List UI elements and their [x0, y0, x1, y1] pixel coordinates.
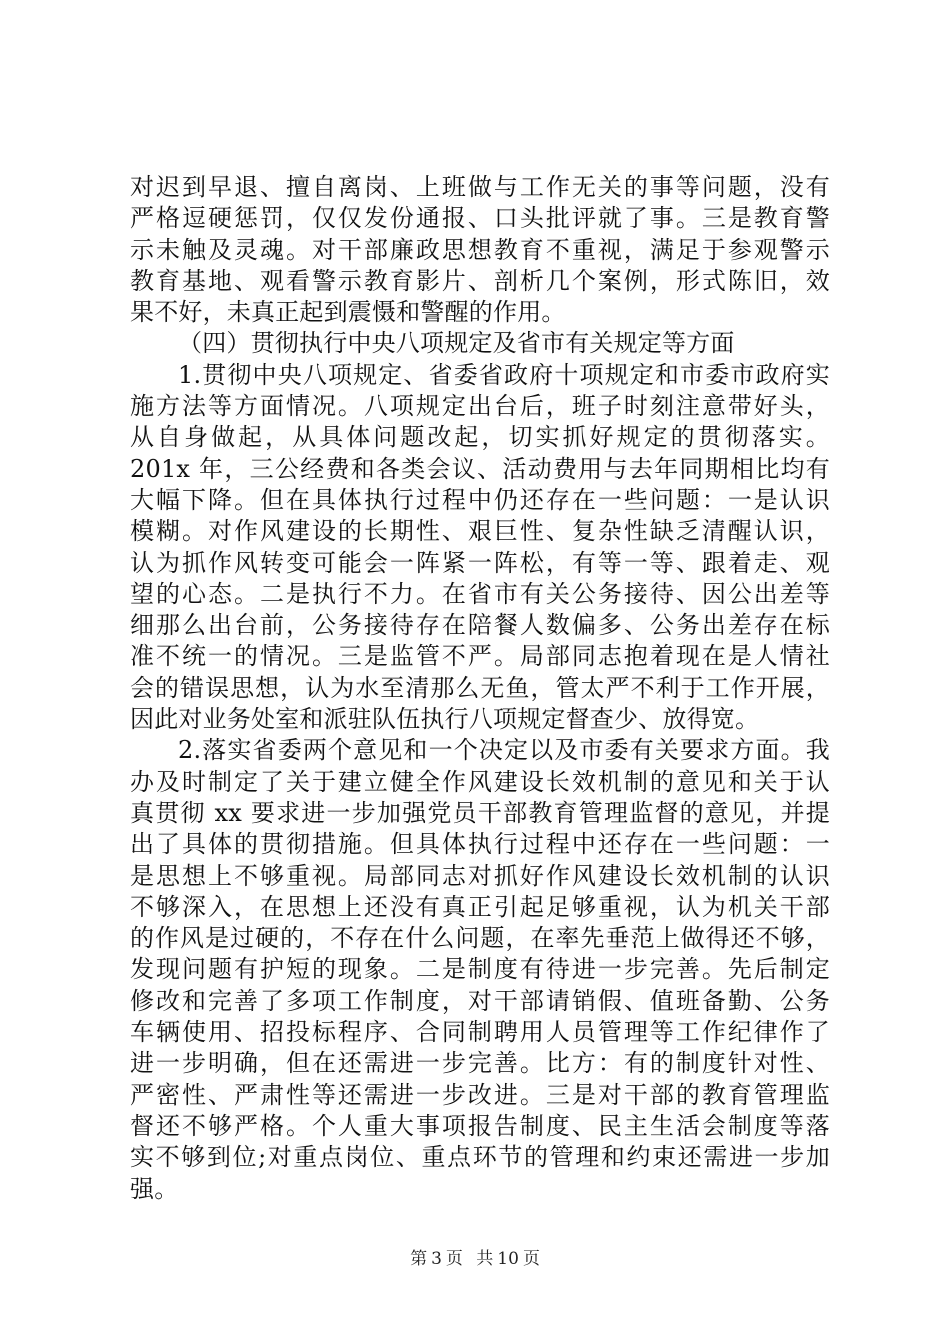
text-line: 修改和完善了多项工作制度，对干部请销假、值班备勤、公务: [130, 986, 830, 1015]
text-line: 不够深入，在思想上还没有真正引起足够重视，认为机关干部: [130, 892, 830, 921]
text-line: 因此对业务处室和派驻队伍执行八项规定督查少、放得宽。: [130, 705, 760, 734]
text-line: 201x 年，三公经费和各类会议、活动费用与去年同期相比均有: [130, 454, 830, 483]
text-line: 真贯彻 xx 要求进一步加强党员干部教育管理监督的意见，并提: [130, 798, 830, 827]
text-line: 细那么出台前，公务接待存在陪餐人数偏多、公务出差存在标: [130, 611, 830, 640]
text-line: 严密性、严肃性等还需进一步改进。三是对干部的教育管理监: [130, 1080, 830, 1109]
section-heading: （四）贯彻执行中央八项规定及省市有关规定等方面: [178, 329, 735, 358]
text-line: 模糊。对作风建设的长期性、艰巨性、复杂性缺乏清醒认识，: [130, 517, 830, 546]
text-line: 进一步明确，但在还需进一步完善。比方：有的制度针对性、: [130, 1049, 830, 1078]
text-line: 发现问题有护短的现象。二是制度有待进一步完善。先后制定: [130, 955, 830, 984]
page-footer: [0, 1244, 950, 1269]
page-prefix: 第: [410, 1249, 428, 1269]
text-line: 认为抓作风转变可能会一阵紧一阵松，有等一等、跟着走、观: [130, 548, 830, 577]
text-line: 实不够到位;对重点岗位、重点环节的管理和约束还需进一步加: [130, 1143, 830, 1172]
total-prefix: 共: [476, 1249, 494, 1269]
total-suffix: 页: [522, 1249, 540, 1269]
text-line: 是思想上不够重视。局部同志对抓好作风建设长效机制的认识: [130, 861, 830, 890]
text-line: 准不统一的情况。三是监管不严。局部同志抱着现在是人情社: [130, 642, 830, 671]
page-number: [408, 1249, 465, 1269]
text-line: 强。: [130, 1174, 179, 1203]
text-line: 教育基地、观看警示教育影片、剖析几个案例，形式陈旧，效: [130, 266, 830, 295]
page-suffix: 页: [445, 1249, 463, 1269]
text-line: 大幅下降。但在具体执行过程中仍还存在一些问题：一是认识: [130, 485, 830, 514]
paragraph-2: [130, 360, 830, 736]
total-pages: [474, 1249, 542, 1269]
text-line: 会的错误思想，认为水至清那么无鱼，管太严不利于工作开展，: [130, 673, 830, 702]
text-line: 示未触及灵魂。对干部廉政思想教育不重视，满足于参观警示: [130, 235, 830, 264]
text-line: 1.贯彻中央八项规定、省委省政府十项规定和市委市政府实: [178, 360, 830, 389]
text-line: 出了具体的贯彻措施。但具体执行过程中还存在一些问题：一: [130, 830, 830, 859]
text-line: 施方法等方面情况。八项规定出台后，班子时刻注意带好头，: [130, 392, 830, 421]
text-line: 车辆使用、招投标程序、合同制聘用人员管理等工作纪律作了: [130, 1018, 830, 1047]
text-line: 2.落实省委两个意见和一个决定以及市委有关要求方面。我: [178, 736, 830, 765]
text-line: 的作风是过硬的，不存在什么问题，在率先垂范上做得还不够，: [130, 924, 830, 953]
text-line: 督还不够严格。个人重大事项报告制度、民主生活会制度等落: [130, 1111, 830, 1140]
document-body: [130, 172, 830, 1205]
text-line: 严格逗硬惩罚，仅仅发份通报、口头批评就了事。三是教育警: [130, 204, 830, 233]
text-line: 从自身做起，从具体问题改起，切实抓好规定的贯彻落实。: [130, 423, 830, 452]
paragraph-3: [130, 735, 830, 1204]
text-line: 望的心态。二是执行不力。在省市有关公务接待、因公出差等: [130, 579, 830, 608]
current-page: 3: [431, 1249, 442, 1269]
paragraph-1: [130, 172, 830, 328]
total-count: 10: [497, 1249, 519, 1269]
text-line: 办及时制定了关于建立健全作风建设长效机制的意见和关于认: [130, 767, 830, 796]
text-line: 果不好，未真正起到震慑和警醒的作用。: [130, 298, 566, 327]
text-line: 对迟到早退、擅自离岗、上班做与工作无关的事等问题，没有: [130, 173, 830, 201]
